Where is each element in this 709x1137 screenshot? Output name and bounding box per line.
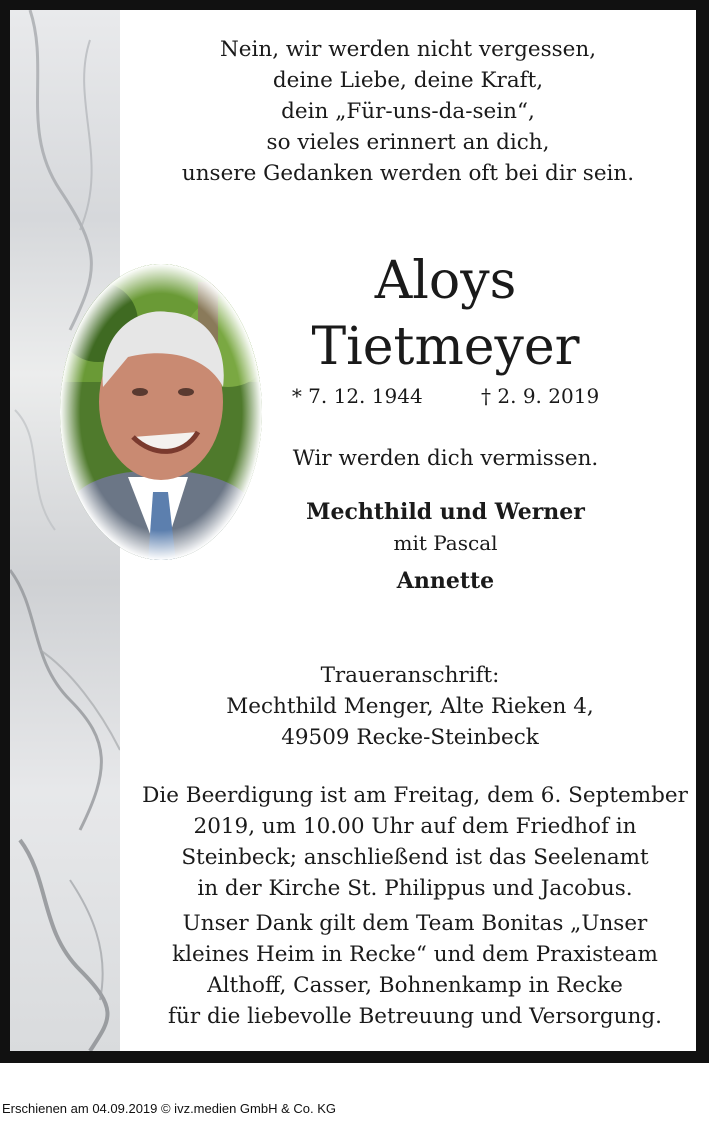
farewell-message: Wir werden dich vermissen. — [292, 446, 599, 471]
family-names-2: mit Pascal — [393, 531, 498, 555]
verse-line: dein „Für-uns-da-sein“, — [281, 99, 535, 124]
family-names-3: Annette — [396, 568, 495, 594]
verse-line: unsere Gedanken werden oft bei dir sein. — [181, 161, 635, 186]
thanks-note — [130, 908, 696, 1032]
birth-date: * 7. 12. 1944 — [291, 384, 423, 408]
funeral-line: Die Beerdigung ist am Freitag, dem 6. September — [142, 783, 688, 808]
address-line: Mechthild Menger, Alte Rieken 4, — [226, 694, 594, 719]
thanks-line: für die liebevolle Betreuung und Versorgung. — [168, 1004, 662, 1029]
funeral-line: in der Kirche St. Philippus und Jacobus. — [197, 876, 633, 901]
address-line: 49509 Recke-Steinbeck — [281, 725, 539, 750]
thanks-line: Unser Dank gilt dem Team Bonitas „Unser — [182, 911, 648, 936]
funeral-line: 2019, um 10.00 Uhr auf dem Friedhof in — [193, 814, 637, 839]
last-name: Tietmeyer — [311, 317, 580, 377]
publication-footer: Erschienen am 04.09.2019 © ivz.medien GmbH & Co. KG — [2, 1101, 337, 1116]
thanks-line: kleines Heim in Recke“ und dem Praxisteam — [172, 942, 658, 967]
first-name: Aloys — [374, 251, 517, 311]
funeral-line: Steinbeck; anschließend ist das Seelenamt — [181, 845, 649, 870]
memorial-verse — [120, 34, 696, 189]
funeral-info — [130, 780, 696, 904]
death-date: † 2. 9. 2019 — [481, 384, 600, 408]
thanks-line: Althoff, Casser, Bohnenkamp in Recke — [207, 973, 623, 998]
life-dates — [195, 384, 696, 408]
address-line: Traueranschrift: — [320, 663, 500, 688]
verse-line: Nein, wir werden nicht vergessen, — [219, 37, 597, 62]
verse-line: deine Liebe, deine Kraft, — [272, 68, 544, 93]
verse-line: so vieles erinnert an dich, — [266, 130, 550, 155]
mourning-address — [110, 660, 696, 753]
obituary-card — [10, 10, 696, 1051]
deceased-name — [195, 248, 696, 380]
family-names-1: Mechthild und Werner — [306, 499, 585, 525]
